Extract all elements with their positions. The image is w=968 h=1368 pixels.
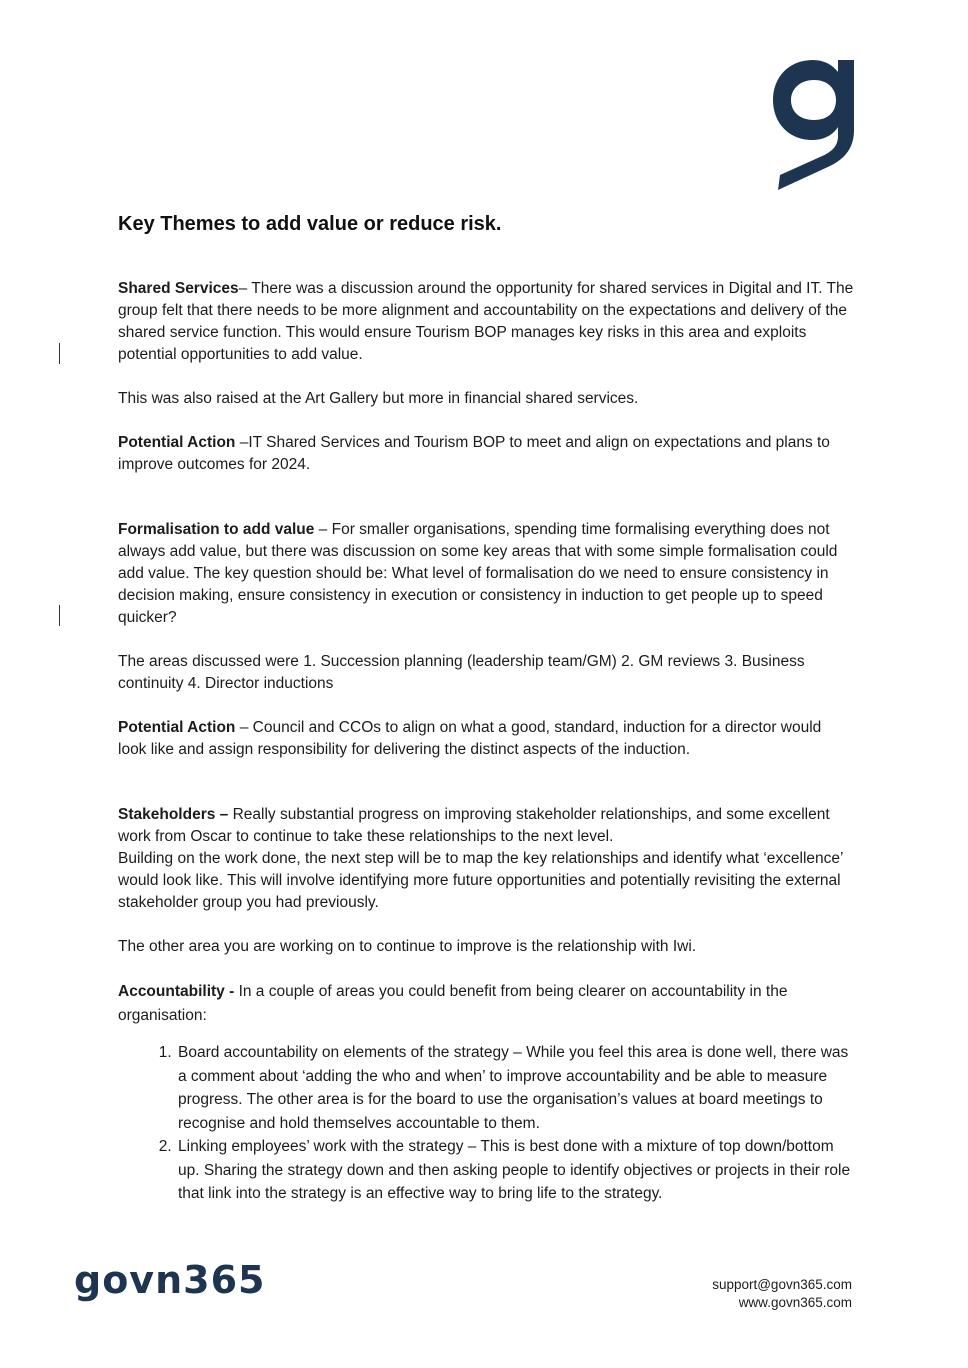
stakeholders-paragraph	[118, 804, 854, 848]
formalisation-areas: The areas discussed were 1. Succession planning (leadership team/GM) 2. GM reviews 3. Business continuity 4. Director inductions	[118, 653, 805, 692]
action-label: Potential Action	[118, 434, 236, 451]
stakeholders-label: Stakeholders –	[118, 806, 229, 823]
stakeholders-iwi: The other area you are working on to continue to improve is the relationship with Iwi.	[118, 938, 697, 955]
accountability-label: Accountability -	[118, 983, 235, 1000]
support-email[interactable]: support@govn365.com	[712, 1277, 852, 1292]
govn365-g-icon	[770, 54, 856, 192]
accountability-text: In a couple of areas you could benefit from being clearer on accountability in the organisation:	[118, 983, 788, 1024]
action-label: Potential Action	[118, 719, 236, 736]
govn365-logo: govn365	[74, 1258, 266, 1302]
formalisation-action	[118, 717, 854, 761]
list-item: 2. Linking employees’ work with the strategy – This is best done with a mixture of top down/bottom up. Sharing the strategy down and then asking people to identify objectives or projects in their role that link into the strategy is an effective way to bring life to the strategy.	[176, 1135, 854, 1206]
stakeholders-text: Really substantial progress on improving stakeholder relationships, and some excellent work from Oscar to continue to take these relationships to the next level.	[118, 806, 830, 845]
document-body	[118, 278, 854, 1206]
stakeholders-paragraph-2: Building on the work done, the next step will be to map the key relationships and identify what ‘excellence’ would look like. This will involve identifying more future opportunities and potentially revisiting the external stakeholder group you had previously.	[118, 850, 843, 911]
formalisation-label: Formalisation to add value	[118, 521, 315, 538]
formalisation-text: – For smaller organisations, spending time formalising everything does not always add value, but there was discussion on some key areas that with some simple formalisation could add value. The key question should be: What level of formalisation do we need to ensure consistency in decision making, ensure consistency in execution or consistency in induction to get people up to speed quicker?	[118, 521, 838, 626]
contact-info	[712, 1276, 852, 1312]
shared-services-text: – There was a discussion around the opportunity for shared services in Digital and IT. The group felt that there needs to be more alignment and accountability on the expectations and delivery of the shared service function. This would ensure Tourism BOP manages key risks in this area and exploits potential opportunities to add value.	[118, 280, 854, 363]
list-item: 1. Board accountability on elements of the strategy – While you feel this area is done well, there was a comment about ‘adding the who and when’ to improve accountability and be able to measure progress. The other area is for the board to use the organisation’s values at board meetings to recognise and hold themselves accountable to them.	[176, 1041, 854, 1135]
shared-services-note: This was also raised at the Art Gallery but more in financial shared services.	[118, 390, 639, 407]
revision-mark	[59, 343, 60, 364]
website-link[interactable]: www.govn365.com	[738, 1295, 852, 1310]
shared-services-label: Shared Services	[118, 280, 239, 297]
shared-services-paragraph	[118, 278, 854, 366]
action-text: – Council and CCOs to align on what a good, standard, induction for a director would look like and assign responsibility for delivering the distinct aspects of the induction.	[118, 719, 822, 758]
page-title: Key Themes to add value or reduce risk.	[118, 213, 502, 235]
accountability-list	[118, 1041, 854, 1206]
action-text: –IT Shared Services and Tourism BOP to meet and align on expectations and plans to improve outcomes for 2024.	[118, 434, 830, 473]
formalisation-paragraph	[118, 519, 854, 629]
shared-services-action	[118, 432, 854, 476]
accountability-paragraph	[118, 980, 854, 1027]
revision-mark	[59, 605, 60, 626]
